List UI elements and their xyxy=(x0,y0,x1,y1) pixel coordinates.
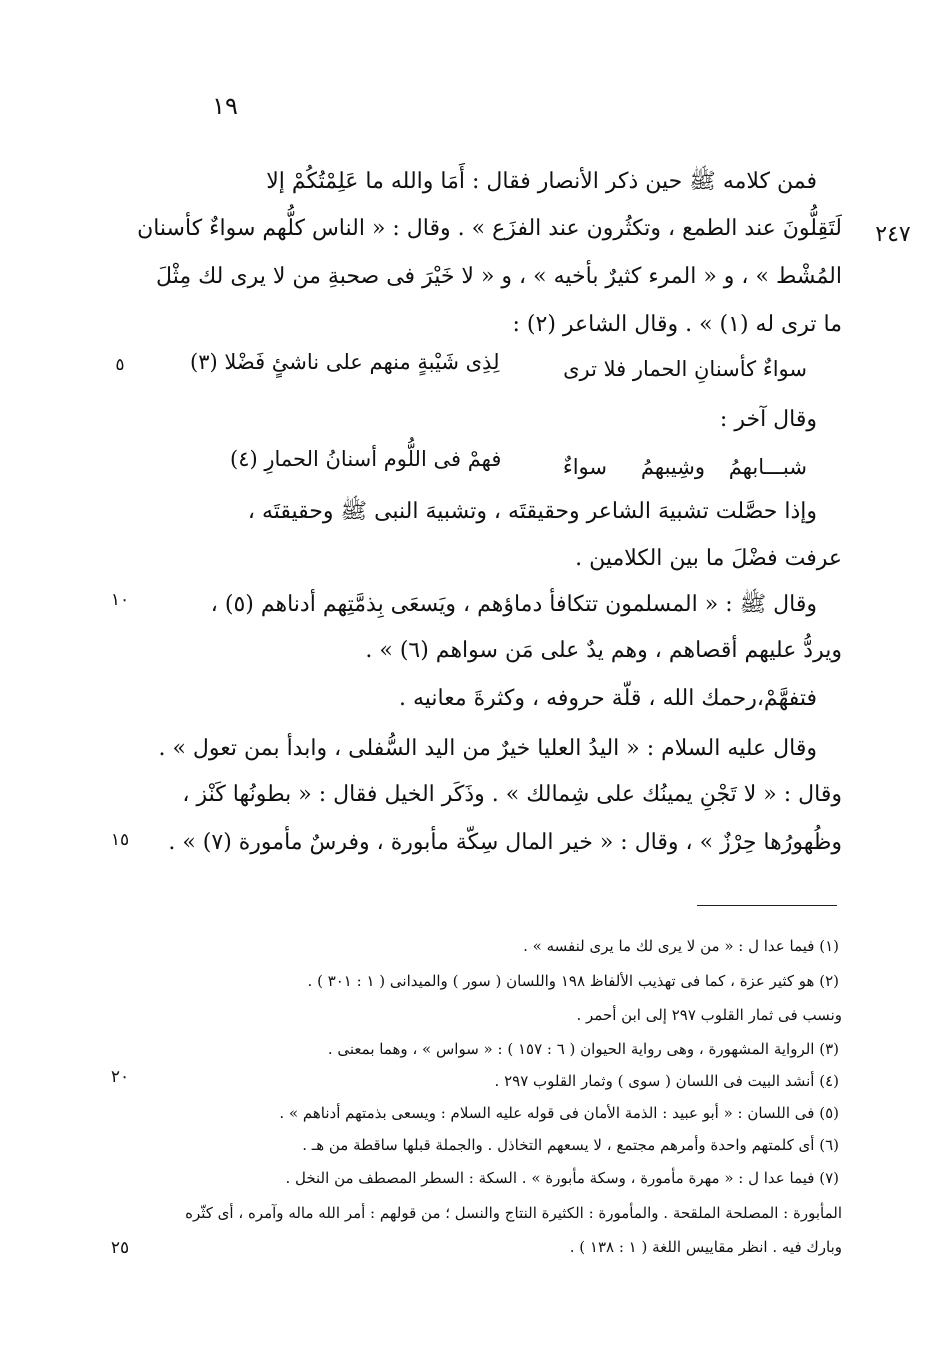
text-line: وظُهورُها حِرْزٌ » ، وقال : « خير المال سِكّة مأبورة ، وفرسٌ مأمورة (٧) » . xyxy=(168,830,842,855)
text-line: وقال ﷺ : « المسلمون تتكافأ دماؤهم ، ويَسعَى بِذمَّتِهم أدناهم (٥) ، xyxy=(210,592,817,617)
verse-hemistich-right: سواءٌ كأسنانِ الحمار فلا ترى xyxy=(563,357,807,381)
footnote: (٢) هو كثير عزة ، كما فى تهذيب الألفاظ ١٩٨ واللسان ( سور ) والميدانى ( ١ : ٣٠١ ) . xyxy=(307,972,839,990)
verse-word: شبـــابهمُ xyxy=(728,455,807,479)
footnote-separator xyxy=(697,905,837,906)
footnote: (٧) فيما عدا ل : « مهرة مأمورة ، وسكة مأبورة » . السكة : السطر المصطف من النخل . xyxy=(285,1169,839,1187)
verse-word: وشِيبهمُ xyxy=(640,455,705,479)
footnote: (٥) فى اللسان : « أبو عبيد : الذمة الأمان فى قوله عليه السلام : ويسعى بذمتهم أدناهم » . xyxy=(279,1104,839,1122)
verse-hemistich-left: لِذِى شَيْبةٍ منهم على ناشئٍ فَضْلا (٣) xyxy=(190,350,500,374)
margin-page-ref: ٢٤٧ xyxy=(875,222,911,247)
footnote: (٣) الرواية المشهورة ، وهى رواية الحيوان ( ٦ : ١٥٧ ) : « سواس » ، وهما بمعنى . xyxy=(327,1040,839,1058)
text-line: ويردُّ عليهم أقصاهم ، وهم يدٌ على مَن سواهم (٦) » . xyxy=(365,638,842,663)
footnote: وبارك فيه . انظر مقاييس اللغة ( ١ : ١٣٨ ) . xyxy=(569,1238,842,1256)
line-number: ١٥ xyxy=(110,830,130,850)
line-number: ٢٥ xyxy=(110,1238,130,1258)
line-number: ٥ xyxy=(115,355,125,375)
verse-word: سواءٌ xyxy=(562,455,607,479)
line-number: ١٠ xyxy=(110,590,130,610)
text-line: وقال : « لا تَجْنِ يمينُك على شِمالك » . وذَكَر الخيل فقال : « بطونُها كَنْز ، xyxy=(182,782,842,807)
text-line: لَتَقِلُّونَ عند الطمع ، وتكثُرون عند الفزَع » . وقال : « الناس كلُّهم سواءٌ كأسنان xyxy=(137,216,842,241)
page-number: ١٩ xyxy=(212,92,238,120)
footnote: المأبورة : المصلحة الملقحة . والمأمورة : الكثيرة النتاج والنسل ؛ من قولهم : أمر الله ماله وآمره ، أى كثّره xyxy=(185,1204,842,1222)
verse-hemistich-left: فهمْ فى اللُّوم أسنانُ الحمارِ (٤) xyxy=(230,447,502,471)
text-line: المُشْط » ، و « المرء كثيرٌ بأخيه » ، و « لا خَيْرَ فى صحبةِ من لا يرى لك مِثْلَ xyxy=(156,264,842,289)
footnote: (١) فيما عدا ل : « من لا يرى لك ما يرى لنفسه » . xyxy=(523,937,839,955)
text-line: عرفت فضْلَ ما بين الكلامين . xyxy=(575,546,842,571)
line-number: ٢٠ xyxy=(110,1067,130,1087)
footnote: (٦) أى كلمتهم واحدة وأمرهم مجتمع ، لا يسعهم التخاذل . والجملة قبلها ساقطة من هـ . xyxy=(302,1136,839,1154)
text-line: ما ترى له (١) » . وقال الشاعر (٢) : xyxy=(512,312,842,337)
footnote: (٤) أنشد البيت فى اللسان ( سوى ) وثمار القلوب ٢٩٧ . xyxy=(494,1072,839,1090)
text-line: وإذا حصَّلت تشبيهَ الشاعر وحقيقتَه ، وتشبيهَ النبى ﷺ وحقيقتَه ، xyxy=(247,499,817,524)
footnote: ونسب فى ثمار القلوب ٢٩٧ إلى ابن أحمر . xyxy=(576,1006,842,1024)
text-line: فتفهَّمْ،رحمك الله ، قلّة حروفه ، وكثرةَ معانيه . xyxy=(398,686,817,711)
text-line: وقال آخر : xyxy=(719,407,817,432)
text-line: وقال عليه السلام : « اليدُ العليا خيرٌ من اليد السُّفلى ، وابدأ بمن تعول » . xyxy=(158,736,817,761)
text-line: فمن كلامه ﷺ حين ذكر الأنصار فقال : أَمَا والله ما عَلِمْتُكُمْ إلا xyxy=(266,169,817,194)
